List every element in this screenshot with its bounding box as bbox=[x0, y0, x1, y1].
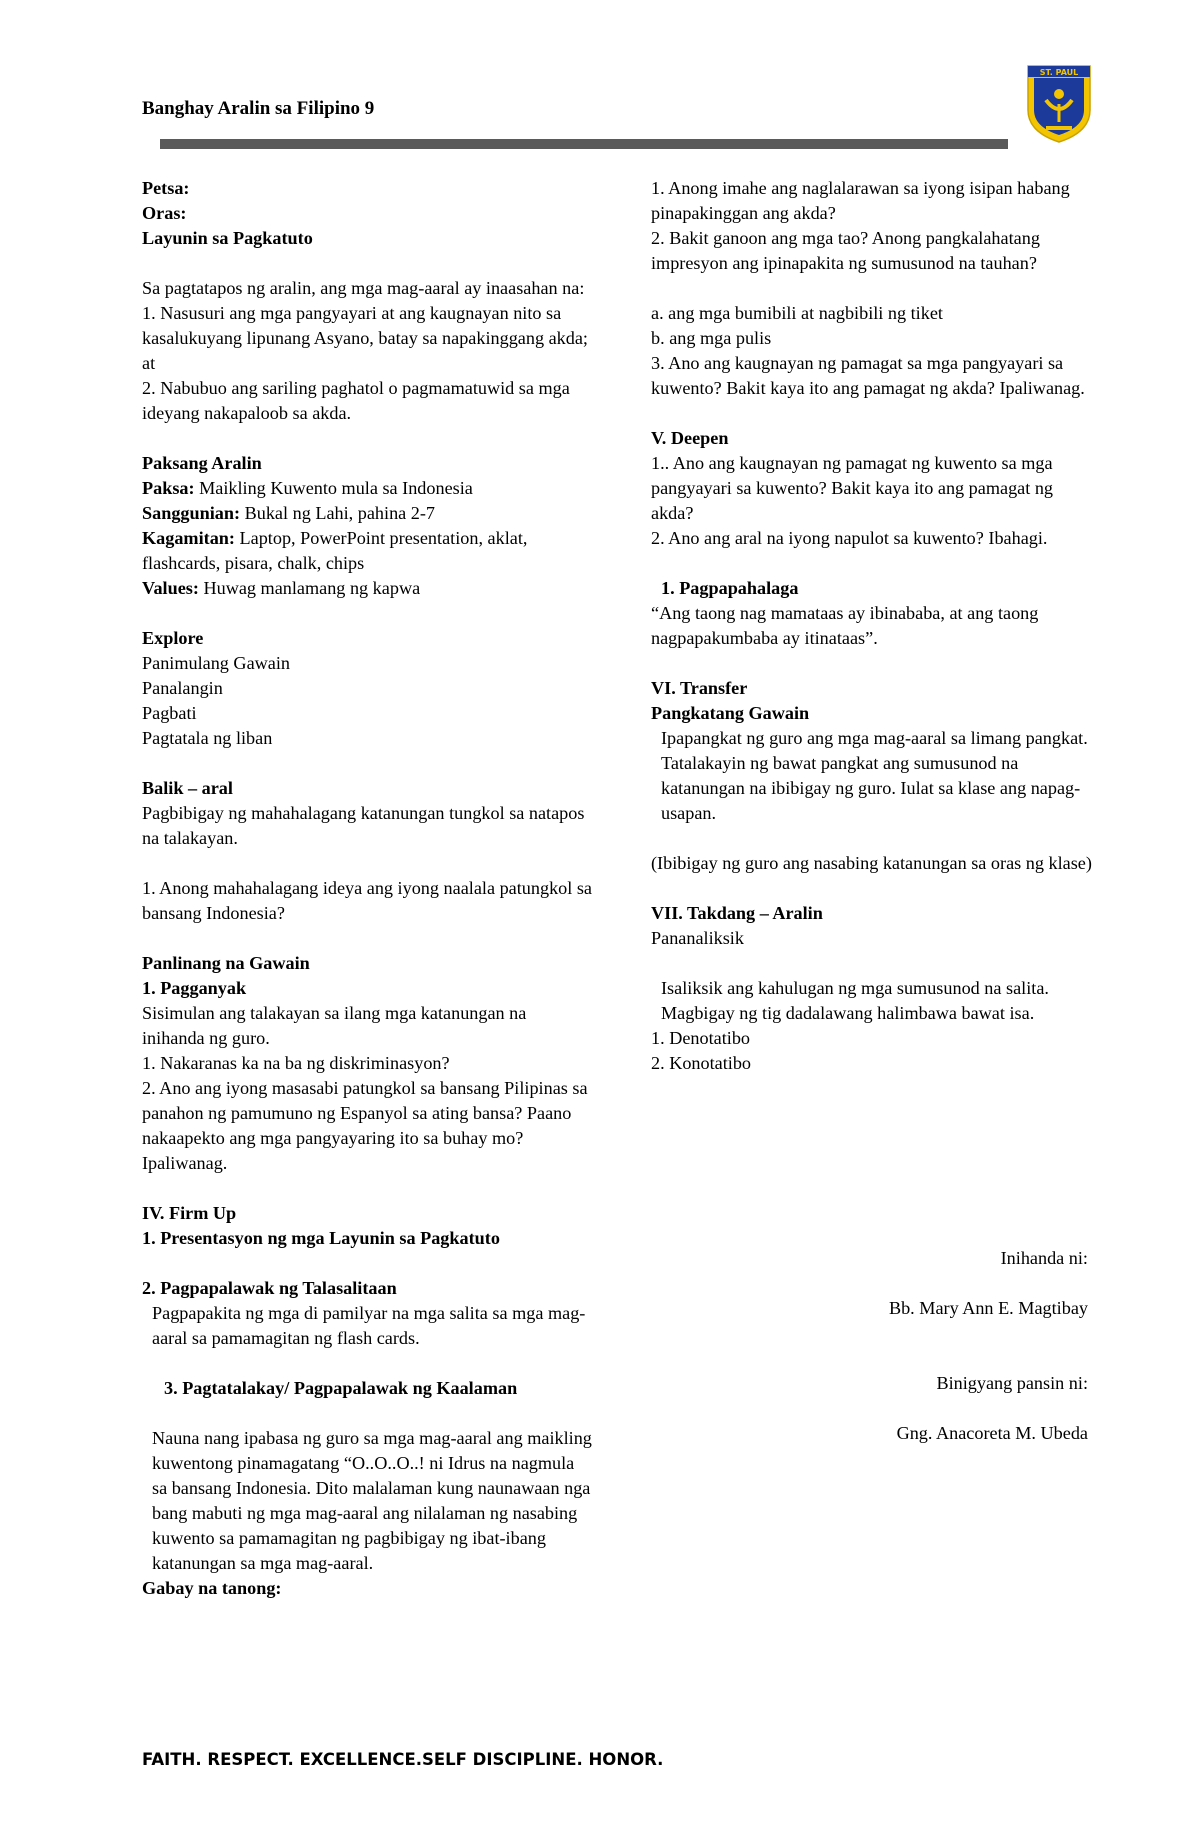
deepen-question-2: 2. Ano ang aral na iyong napulot sa kuwento? Ibahagi. bbox=[651, 528, 1048, 548]
firm-up-heading: IV. Firm Up bbox=[142, 1203, 237, 1223]
explore-heading: Explore bbox=[142, 628, 204, 648]
gabay-heading: Gabay na tanong: bbox=[142, 1578, 282, 1598]
oras-label: Oras: bbox=[142, 203, 187, 223]
explore-item: Pagbati bbox=[142, 703, 197, 723]
pagganyak-heading: 1. Pagganyak bbox=[142, 978, 247, 998]
binigyang-label: Binigyang pansin ni: bbox=[936, 1373, 1088, 1393]
document-title: Banghay Aralin sa Filipino 9 bbox=[142, 98, 375, 119]
panlinang-heading: Panlinang na Gawain bbox=[142, 953, 310, 973]
pagtatalakay-heading: 3. Pagtatalakay/ Pagpapalawak ng Kaalaman bbox=[164, 1378, 518, 1398]
paksang-aralin-heading: Paksang Aralin bbox=[142, 453, 262, 473]
objective-1: 1. Nasusuri ang mga pangyayari at ang kaugnayan nito sa kasalukuyang lipunang Asyano, batay sa napakinggang akda; at bbox=[142, 303, 588, 373]
pananaliksik-label: Pananaliksik bbox=[651, 928, 744, 948]
kagamitan-line: Kagamitan: Laptop, PowerPoint presentation, aklat, flashcards, pisara, chalk, chips bbox=[142, 528, 528, 573]
deepen-question-1: 1.. Ano ang kaugnayan ng pamagat ng kuwento sa mga pangyayari sa kuwento? Bakit kaya ito ang pamagat ng akda? bbox=[651, 453, 1054, 523]
guide-option-a: a. ang mga bumibili at nagbibili ng tiket bbox=[651, 303, 943, 323]
pangkatang-gawain-text: Ipapangkat ng guro ang mga mag-aaral sa limang pangkat. Tatalakayin ng bawat pangkat ang sumusunod na katanungan na ibibigay ng guro. Iulat sa klase ang napag-usapan. bbox=[661, 728, 1088, 823]
petsa-label: Petsa: bbox=[142, 178, 190, 198]
supervisor-name: Gng. Anacoreta M. Ubeda bbox=[896, 1423, 1088, 1443]
values-line: Values: Huwag manlamang ng kapwa bbox=[142, 578, 421, 598]
explore-item: Panalangin bbox=[142, 678, 223, 698]
inihanda-label: Inihanda ni: bbox=[1000, 1248, 1088, 1268]
explore-item: Pagtatala ng liban bbox=[142, 728, 273, 748]
balik-aral-heading: Balik – aral bbox=[142, 778, 233, 798]
takdang-item-2: 2. Konotatibo bbox=[651, 1053, 752, 1073]
pagganyak-text: Sisimulan ang talakayan sa ilang mga katanungan na inihanda ng guro. bbox=[142, 1003, 527, 1048]
header-divider bbox=[160, 139, 1008, 149]
layunin-heading: Layunin sa Pagkatuto bbox=[142, 228, 313, 248]
left-column bbox=[142, 176, 592, 1601]
takdang-aralin-heading: VII. Takdang – Aralin bbox=[651, 903, 823, 923]
logo-text: ST. PAUL bbox=[1039, 68, 1079, 77]
presentasyon-heading: 1. Presentasyon ng mga Layunin sa Pagkatuto bbox=[142, 1228, 500, 1248]
explore-item: Panimulang Gawain bbox=[142, 653, 290, 673]
layunin-intro: Sa pagtatapos ng aralin, ang mga mag-aaral ay inaasahan na: bbox=[142, 278, 585, 298]
school-logo bbox=[1024, 60, 1094, 144]
balik-aral-question: 1. Anong mahahalagang ideya ang iyong naalala patungkol sa bansang Indonesia? bbox=[142, 878, 593, 923]
guide-option-b: b. ang mga pulis bbox=[651, 328, 772, 348]
balik-aral-text: Pagbibigay ng mahahalagang katanungan tungkol sa natapos na talakayan. bbox=[142, 803, 585, 848]
teacher-name: Bb. Mary Ann E. Magtibay bbox=[888, 1298, 1088, 1318]
takdang-aralin-text: Isaliksik ang kahulugan ng mga sumusunod na salita. Magbigay ng tig dadalawang halimbawa bawat isa. bbox=[661, 978, 1049, 1023]
school-motto: FAITH. RESPECT. EXCELLENCE.SELF DISCIPLINE. HONOR. bbox=[142, 1750, 664, 1769]
guide-question-2: 2. Bakit ganoon ang mga tao? Anong pangkalahatang impresyon ang ipinapakita ng sumusunod na tauhan? bbox=[651, 228, 1040, 273]
paksa-line: Paksa: Maikling Kuwento mula sa Indonesia bbox=[142, 478, 473, 498]
deepen-heading: V. Deepen bbox=[651, 428, 729, 448]
pangkatang-gawain-note: (Ibibigay ng guro ang nasabing katanungan sa oras ng klase) bbox=[651, 853, 1092, 873]
talasalitaan-text: Pagpapakita ng mga di pamilyar na mga salita sa mga mag-aaral sa pamamagitan ng flash cards. bbox=[152, 1303, 586, 1348]
pagpapahalaga-quote: “Ang taong nag mamataas ay ibinababa, at ang taong nagpapakumbaba ay itinataas”. bbox=[651, 603, 1039, 648]
talasalitaan-heading: 2. Pagpapalawak ng Talasalitaan bbox=[142, 1278, 397, 1298]
sanggunian-line: Sanggunian: Bukal ng Lahi, pahina 2-7 bbox=[142, 503, 436, 523]
pagtatalakay-text: Nauna nang ipabasa ng guro sa mga mag-aaral ang maikling kuwentong pinamagatang “O..O..O..! ni Idrus na nagmula sa bansang Indonesia. Dito malalaman kung naunawaan nga bang mabuti ng mga mag-aaral ang nilalaman ng nasabing kuwento sa pamamagitan ng pagbibigay ng ibat-ibang katanungan sa mga mag-aaral. bbox=[152, 1428, 592, 1573]
right-column bbox=[651, 176, 1096, 1076]
takdang-item-1: 1. Denotatibo bbox=[651, 1028, 751, 1048]
transfer-heading: VI. Transfer bbox=[651, 678, 748, 698]
pagganyak-question-1: 1. Nakaranas ka na ba ng diskriminasyon? bbox=[142, 1053, 450, 1073]
objective-2: 2. Nabubuo ang sariling paghatol o pagmamatuwid sa mga ideyang nakapaloob sa akda. bbox=[142, 378, 570, 423]
guide-question-1: 1. Anong imahe ang naglalarawan sa iyong isipan habang pinapakinggan ang akda? bbox=[651, 178, 1070, 223]
guide-question-3: 3. Ano ang kaugnayan ng pamagat sa mga pangyayari sa kuwento? Bakit kaya ito ang pamagat ng akda? Ipaliwanag. bbox=[651, 353, 1085, 398]
pagganyak-question-2: 2. Ano ang iyong masasabi patungkol sa bansang Pilipinas sa panahon ng pamumuno ng Espanyol sa ating bansa? Paano nakaapekto ang mga pangyayaring ito sa buhay mo? Ipaliwanag. bbox=[142, 1078, 588, 1173]
pangkatang-gawain-heading: Pangkatang Gawain bbox=[651, 703, 810, 723]
pagpapahalaga-heading: 1. Pagpapahalaga bbox=[661, 578, 799, 598]
